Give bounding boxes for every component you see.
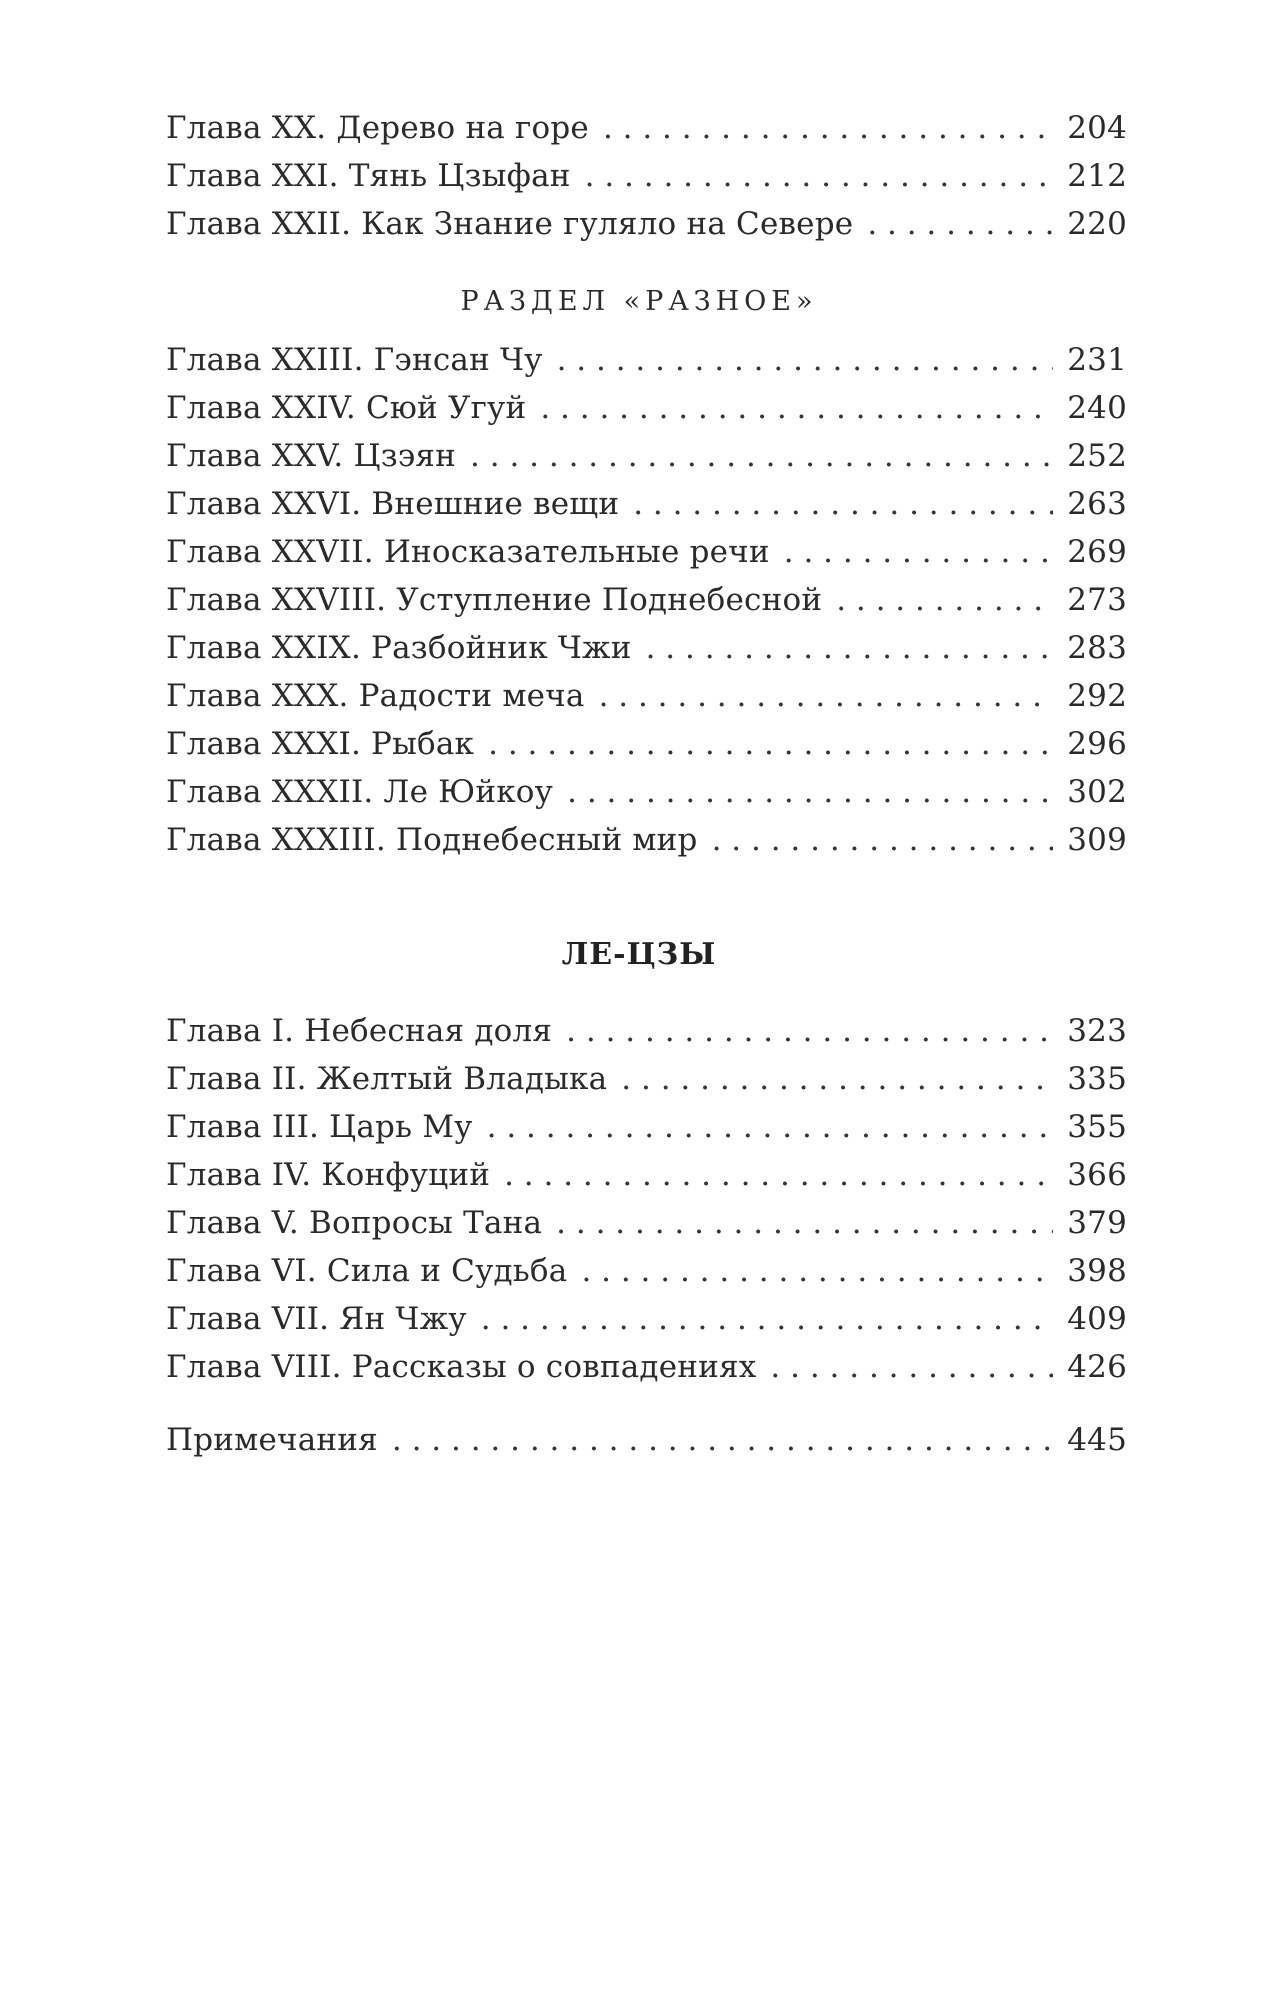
toc-entry-title: Глава VIII. Рассказы о совпадениях xyxy=(166,1349,757,1385)
toc-entry xyxy=(166,152,1127,200)
toc-block-lezi xyxy=(166,1007,1127,1391)
toc-entry-page: 426 xyxy=(1067,1349,1127,1385)
toc-entry-title: Глава XXIX. Разбойник Чжи xyxy=(166,630,632,666)
toc-entry-title: Глава V. Вопросы Тана xyxy=(166,1205,543,1241)
toc-entry xyxy=(166,672,1127,720)
toc-entry-page: 445 xyxy=(1067,1422,1127,1458)
toc-entry-page: 355 xyxy=(1067,1109,1127,1145)
toc-entry-page: 398 xyxy=(1067,1253,1127,1289)
toc-entry-page: 366 xyxy=(1067,1157,1127,1193)
toc-entry-page: 302 xyxy=(1067,774,1127,810)
toc-entry xyxy=(166,104,1127,152)
toc-entry-title: Глава XXVII. Иносказательные речи xyxy=(166,534,770,570)
toc-entry xyxy=(166,1151,1127,1199)
toc-entry-title: Глава II. Желтый Владыка xyxy=(166,1061,608,1097)
toc-entry-title: Глава XXI. Тянь Цзыфан xyxy=(166,158,571,194)
dot-leader xyxy=(585,152,1053,200)
toc-entry-page: 263 xyxy=(1067,486,1127,522)
dot-leader xyxy=(481,1295,1053,1343)
toc-entry-title: Глава XXV. Цзэян xyxy=(166,438,457,474)
toc-entry-page: 204 xyxy=(1067,110,1127,146)
toc-entry-title: Глава XXIV. Сюй Угуй xyxy=(166,390,527,426)
toc-entry xyxy=(166,816,1127,864)
toc-entry-page: 269 xyxy=(1067,534,1127,570)
toc-entry-title: Глава XXXI. Рыбак xyxy=(166,726,475,762)
toc-block-misc xyxy=(166,336,1127,864)
toc-entry-title: Глава XXX. Радости меча xyxy=(166,678,585,714)
toc-entry-title: Глава XX. Дерево на горе xyxy=(166,110,589,146)
toc-entry-notes xyxy=(166,1416,1127,1464)
dot-leader xyxy=(633,480,1053,528)
toc-entry-title: Глава XXXIII. Поднебесный мир xyxy=(166,822,698,858)
dot-leader xyxy=(488,720,1053,768)
dot-leader xyxy=(567,768,1053,816)
toc-entry xyxy=(166,720,1127,768)
part-heading-lezi: ЛЕ-ЦЗЫ xyxy=(561,937,717,972)
toc-entry-title: Глава XXVI. Внешние вещи xyxy=(166,486,620,522)
toc-entry-title: Глава XXII. Как Знание гуляло на Севере xyxy=(166,206,854,242)
toc-entry-title: Глава I. Небесная доля xyxy=(166,1013,553,1049)
dot-leader xyxy=(470,432,1053,480)
dot-leader xyxy=(581,1247,1053,1295)
toc-entry-title: Глава VI. Сила и Судьба xyxy=(166,1253,568,1289)
toc-entry-title: Глава XXIII. Гэнсан Чу xyxy=(166,342,543,378)
dot-leader xyxy=(487,1103,1053,1151)
toc-entry-page: 292 xyxy=(1067,678,1127,714)
section-heading-misc: РАЗДЕЛ «РАЗНОЕ» xyxy=(460,286,818,317)
toc-entry xyxy=(166,768,1127,816)
dot-leader xyxy=(603,104,1053,152)
toc-entry xyxy=(166,1343,1127,1391)
dot-leader xyxy=(556,1199,1053,1247)
dot-leader xyxy=(784,528,1053,576)
dot-leader xyxy=(836,576,1053,624)
toc-entry xyxy=(166,1007,1127,1055)
toc-entry-page: 273 xyxy=(1067,582,1127,618)
toc-entry xyxy=(166,1199,1127,1247)
toc-entry-title: Глава III. Царь Му xyxy=(166,1109,473,1145)
toc-entry-title: Глава IV. Конфуций xyxy=(166,1157,491,1193)
toc-entry-page: 212 xyxy=(1067,158,1127,194)
toc-entry-page: 240 xyxy=(1067,390,1127,426)
toc-entry xyxy=(166,336,1127,384)
dot-leader xyxy=(621,1055,1053,1103)
toc-entry-title: Глава XXVIII. Уступление Поднебесной xyxy=(166,582,823,618)
toc-entry xyxy=(166,1295,1127,1343)
toc-entry-page: 252 xyxy=(1067,438,1127,474)
dot-leader xyxy=(867,200,1053,248)
toc-entry-page: 296 xyxy=(1067,726,1127,762)
toc-entry xyxy=(166,528,1127,576)
dot-leader xyxy=(392,1416,1053,1464)
toc-entry xyxy=(166,1055,1127,1103)
toc-entry-page: 309 xyxy=(1067,822,1127,858)
toc-entry-page: 409 xyxy=(1067,1301,1127,1337)
toc-entry-title: Глава VII. Ян Чжу xyxy=(166,1301,467,1337)
toc-entry xyxy=(166,576,1127,624)
dot-leader xyxy=(557,336,1053,384)
toc-entry xyxy=(166,624,1127,672)
toc-entry-page: 335 xyxy=(1067,1061,1127,1097)
toc-entry-page: 323 xyxy=(1067,1013,1127,1049)
toc-entry xyxy=(166,432,1127,480)
toc-entry-page: 220 xyxy=(1067,206,1127,242)
toc-entry-page: 231 xyxy=(1067,342,1127,378)
dot-leader xyxy=(566,1007,1053,1055)
toc-block-notes xyxy=(166,1416,1127,1464)
toc-block-chapters-20-22 xyxy=(166,104,1127,248)
toc-entry-page: 379 xyxy=(1067,1205,1127,1241)
toc-entry-title: Примечания xyxy=(166,1422,378,1458)
dot-leader xyxy=(540,384,1053,432)
toc-entry xyxy=(166,384,1127,432)
dot-leader xyxy=(770,1343,1053,1391)
toc-entry xyxy=(166,480,1127,528)
dot-leader xyxy=(599,672,1053,720)
toc-entry xyxy=(166,1247,1127,1295)
toc-entry xyxy=(166,200,1127,248)
dot-leader xyxy=(712,816,1053,864)
toc-entry xyxy=(166,1103,1127,1151)
toc-entry-page: 283 xyxy=(1067,630,1127,666)
toc-entry-title: Глава XXXII. Ле Юйкоу xyxy=(166,774,554,810)
dot-leader xyxy=(646,624,1053,672)
dot-leader xyxy=(504,1151,1053,1199)
